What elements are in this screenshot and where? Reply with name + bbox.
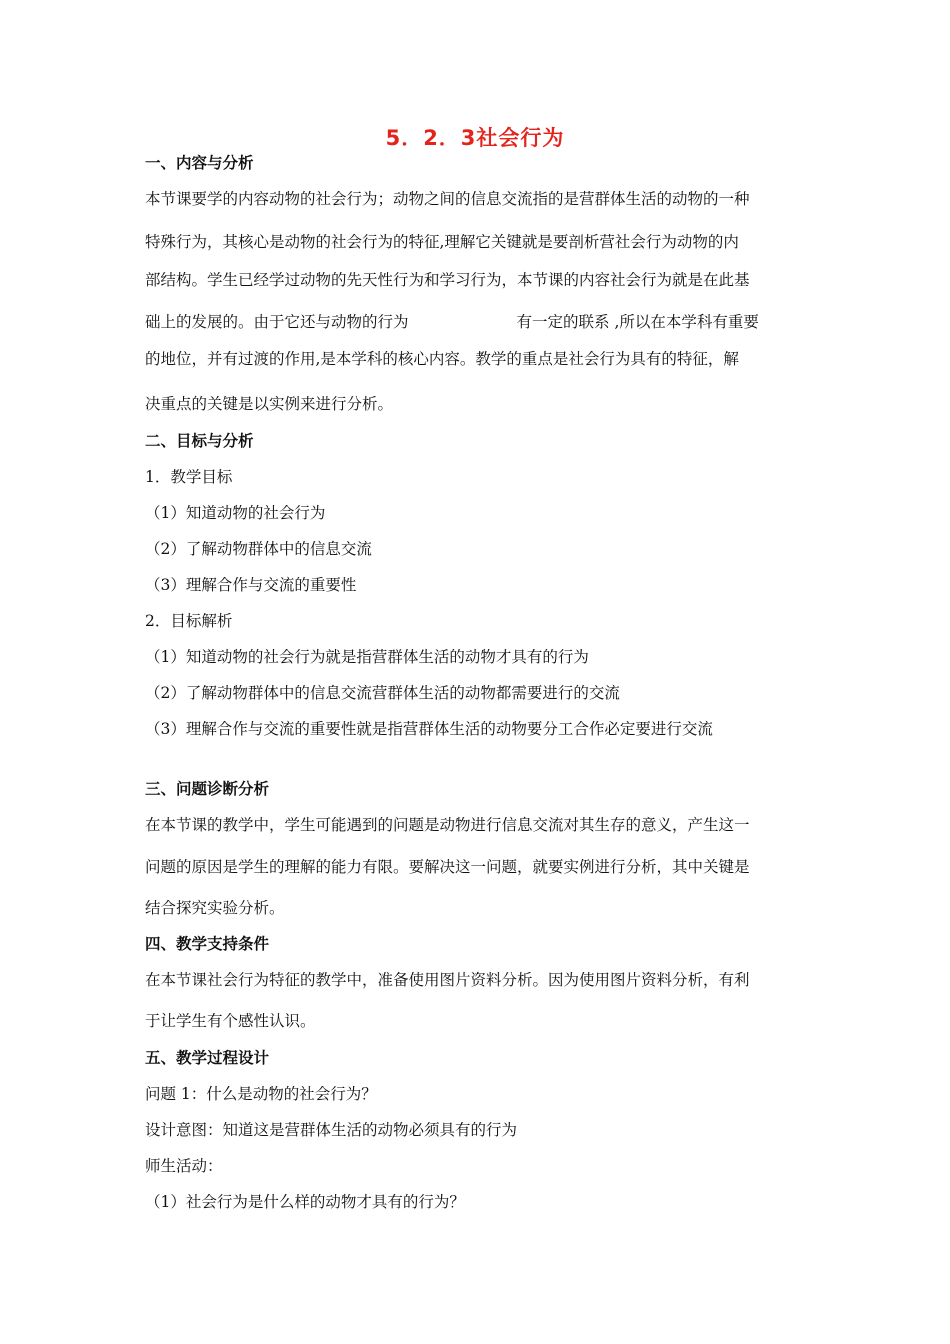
paragraph-line: 本节课要学的内容动物的社会行为；动物之间的信息交流指的是营群体生活的动物的一种: [145, 190, 750, 208]
subheading-teaching-goals: 1．教学目标: [145, 468, 233, 486]
paragraph-line-part: 础上的发展的。由于它还与动物的行为: [145, 313, 409, 331]
paragraph-line: 结合探究实验分析。: [145, 899, 285, 917]
paragraph-line: 部结构。学生已经学过动物的先天性行为和学习行为，本节课的内容社会行为就是在此基: [145, 271, 750, 289]
list-item: （3）理解合作与交流的重要性: [145, 576, 357, 594]
paragraph-line: 问题的原因是学生的理解的能力有限。要解决这一问题，就要实例进行分析，其中关键是: [145, 858, 750, 876]
list-item: （2）了解动物群体中的信息交流: [145, 540, 372, 558]
list-item: （2）了解动物群体中的信息交流营群体生活的动物都需要进行的交流: [145, 684, 620, 702]
section-heading-goals-analysis: 二、目标与分析: [145, 432, 254, 450]
paragraph-line: 特殊行为，其核心是动物的社会行为的特征,理解它关键就是要剖析营社会行为动物的内: [145, 233, 739, 251]
paragraph-line: 在本节课社会行为特征的教学中，准备使用图片资料分析。因为使用图片资料分析，有利: [145, 971, 750, 989]
paragraph-line: 决重点的关键是以实例来进行分析。: [145, 395, 394, 413]
list-item: （1）社会行为是什么样的动物才具有的行为？: [145, 1193, 465, 1211]
paragraph-line: 师生活动：: [145, 1157, 223, 1175]
section-heading-problem-diagnosis: 三、问题诊断分析: [145, 780, 270, 798]
section-heading-content-analysis: 一、内容与分析: [145, 154, 254, 172]
paragraph-line: 设计意图：知道这是营群体生活的动物必须具有的行为: [145, 1121, 518, 1139]
paragraph-line: 的地位，并有过渡的作用,是本学科的核心内容。教学的重点是社会行为具有的特征，解: [145, 350, 739, 368]
list-item: （3）理解合作与交流的重要性就是指营群体生活的动物要分工合作必定要进行交流: [145, 720, 713, 738]
subheading-goal-analysis: 2．目标解析: [145, 612, 233, 630]
list-item: （1）知道动物的社会行为就是指营群体生活的动物才具有的行为: [145, 648, 589, 666]
list-item: （1）知道动物的社会行为: [145, 504, 326, 522]
section-heading-process-design: 五、教学过程设计: [145, 1049, 270, 1067]
paragraph-line: 于让学生有个感性认识。: [145, 1012, 316, 1030]
page-title: 5．2．3社会行为: [385, 126, 565, 150]
section-heading-support-conditions: 四、教学支持条件: [145, 935, 270, 953]
paragraph-line-part: 有一定的联系 ,所以在本学科有重要: [516, 313, 759, 331]
paragraph-line: 问题 1：什么是动物的社会行为？: [145, 1085, 377, 1103]
paragraph-line: 在本节课的教学中，学生可能遇到的问题是动物进行信息交流对其生存的意义，产生这一: [145, 816, 750, 834]
paragraph-line: [145, 311, 759, 333]
